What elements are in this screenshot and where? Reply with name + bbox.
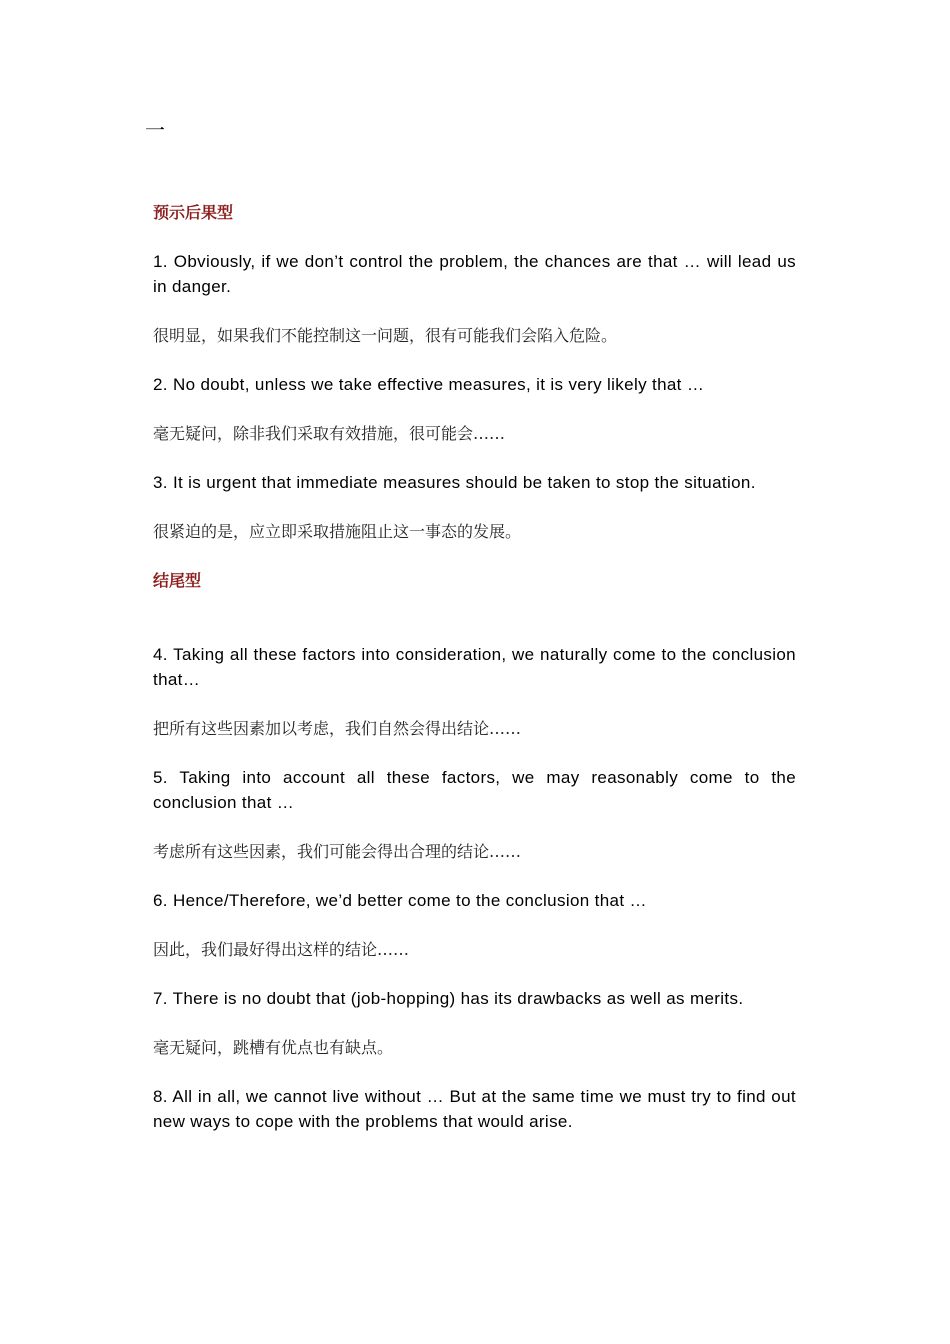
phrase-zh-3: 很紧迫的是，应立即采取措施阻止这一事态的发展。 — [153, 522, 522, 541]
phrase-zh-4: 把所有这些因素加以考虑，我们自然会得出结论…… — [153, 719, 522, 738]
document-body — [153, 200, 796, 1134]
phrase-zh-1: 很明显，如果我们不能控制这一问题，很有可能我们会陷入危险。 — [153, 326, 618, 345]
phrase-en-7: 7. There is no doubt that (job-hopping) has its drawbacks as well as merits. — [153, 989, 744, 1008]
phrase-en-1: 1. Obviously, if we don’t control the problem, the chances are that … will lead us in danger. — [153, 252, 796, 296]
section-title-conclusion: 结尾型 — [153, 571, 202, 590]
phrase-en-6: 6. Hence/Therefore, we’d better come to the conclusion that … — [153, 891, 647, 910]
phrase-en-4: 4. Taking all these factors into consideration, we naturally come to the conclusion that… — [153, 645, 796, 689]
phrase-zh-6: 因此，我们最好得出这样的结论…… — [153, 940, 410, 959]
phrase-zh-7: 毫无疑问，跳槽有优点也有缺点。 — [153, 1038, 394, 1057]
section-title-consequence: 预示后果型 — [153, 203, 234, 222]
phrase-en-8: 8. All in all, we cannot live without … But at the same time we must try to find out new ways to cope with the problems that would arise. — [153, 1087, 796, 1131]
phrase-en-3: 3. It is urgent that immediate measures should be taken to stop the situation. — [153, 473, 756, 492]
phrase-zh-5: 考虑所有这些因素，我们可能会得出合理的结论…… — [153, 842, 522, 861]
phrase-en-2: 2. No doubt, unless we take effective measures, it is very likely that … — [153, 375, 705, 394]
phrase-zh-2: 毫无疑问，除非我们采取有效措施，很可能会…… — [153, 424, 506, 443]
header-mark: 一 — [145, 118, 165, 142]
phrase-en-5: 5. Taking into account all these factors, we may reasonably come to the conclusion that … — [153, 768, 796, 812]
